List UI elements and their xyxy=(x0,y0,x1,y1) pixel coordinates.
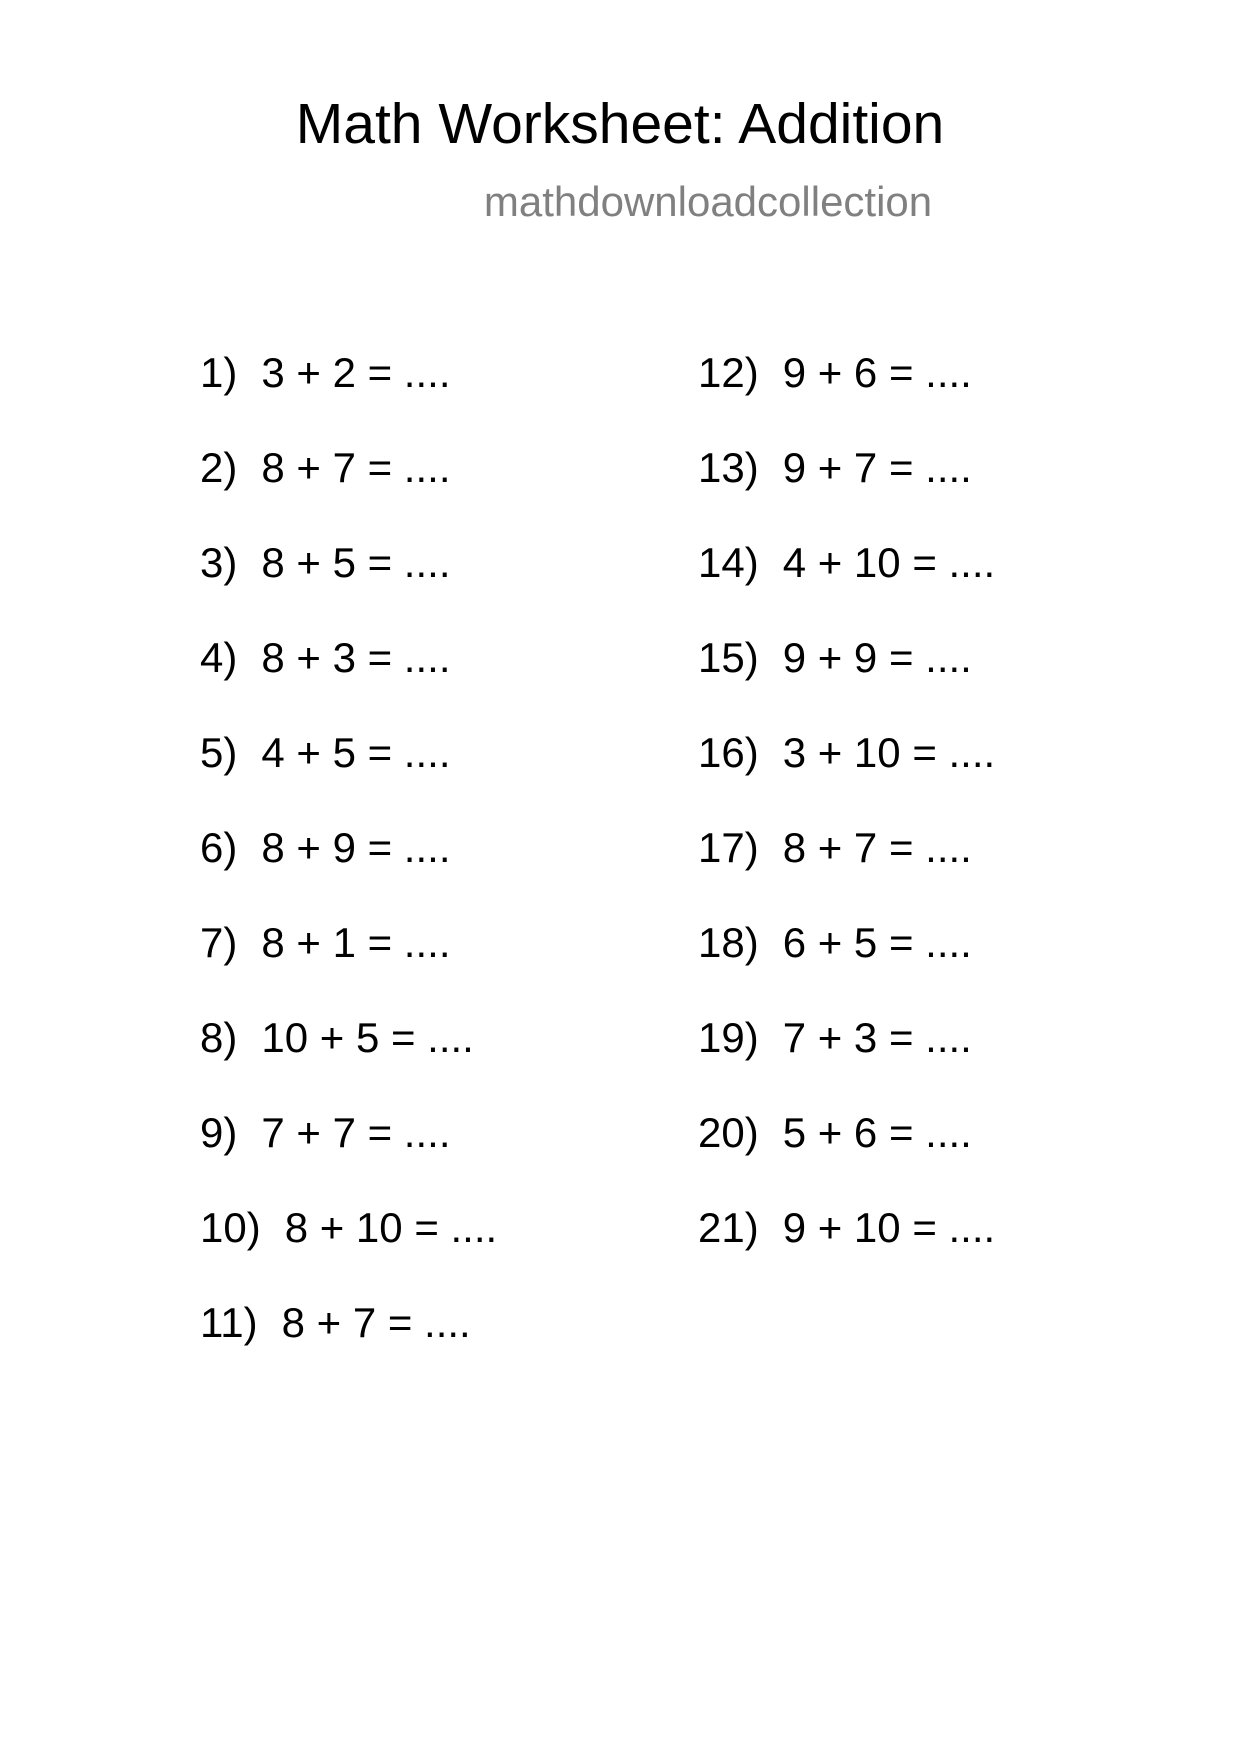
worksheet-subtitle xyxy=(0,178,1240,225)
problem-expression: 10 + 5 = .... xyxy=(261,1014,474,1061)
worksheet-subtitle-text: mathdownloadcollection xyxy=(483,178,933,225)
problem-item xyxy=(200,1014,497,1112)
problem-item xyxy=(698,634,995,732)
problem-number: 13) xyxy=(698,444,759,491)
problem-number: 12) xyxy=(698,349,759,396)
problem-number: 6) xyxy=(200,824,238,871)
problem-item xyxy=(698,539,996,637)
problem-expression: 9 + 7 = .... xyxy=(782,444,972,491)
problem-expression: 8 + 5 = .... xyxy=(261,539,451,586)
problem-item xyxy=(200,444,497,542)
problem-expression: 3 + 10 = .... xyxy=(782,729,996,776)
problem-expression: 8 + 3 = .... xyxy=(261,634,451,681)
problem-expression: 4 + 5 = .... xyxy=(261,729,451,776)
problem-number: 1) xyxy=(200,349,238,396)
problem-number: 11) xyxy=(200,1299,258,1346)
problem-number: 20) xyxy=(698,1109,759,1156)
problem-item xyxy=(698,1109,995,1207)
problem-item xyxy=(698,824,995,922)
problem-item xyxy=(200,729,497,827)
problem-column-left xyxy=(200,349,498,1397)
problem-expression: 7 + 7 = .... xyxy=(261,1109,451,1156)
problem-item xyxy=(698,729,996,827)
problem-expression: 8 + 9 = .... xyxy=(261,824,451,871)
problem-expression: 5 + 6 = .... xyxy=(782,1109,972,1156)
problem-number: 21) xyxy=(698,1204,759,1251)
problem-number: 4) xyxy=(200,634,238,681)
problem-number: 14) xyxy=(698,539,759,586)
problem-item xyxy=(200,634,497,732)
problem-number: 8) xyxy=(200,1014,238,1061)
problem-expression: 4 + 10 = .... xyxy=(782,539,996,586)
problem-item xyxy=(698,919,995,1017)
problem-number: 18) xyxy=(698,919,759,966)
problem-expression: 6 + 5 = .... xyxy=(782,919,972,966)
problem-expression: 9 + 9 = .... xyxy=(782,634,972,681)
problem-expression: 9 + 10 = .... xyxy=(782,1204,996,1251)
problem-number: 10) xyxy=(200,1204,261,1251)
problem-item xyxy=(698,1014,995,1112)
worksheet-title-text: Math Worksheet: Addition xyxy=(295,92,945,156)
problem-number: 5) xyxy=(200,729,238,776)
problem-number: 7) xyxy=(200,919,238,966)
problem-item xyxy=(200,1299,497,1397)
problem-expression: 8 + 7 = .... xyxy=(782,824,972,871)
problem-number: 15) xyxy=(698,634,759,681)
problem-number: 2) xyxy=(200,444,238,491)
problem-expression: 9 + 6 = .... xyxy=(782,349,972,396)
problem-expression: 7 + 3 = .... xyxy=(782,1014,972,1061)
problem-expression: 8 + 1 = .... xyxy=(261,919,451,966)
problem-number: 9) xyxy=(200,1109,238,1156)
problem-number: 17) xyxy=(698,824,759,871)
worksheet-title xyxy=(0,92,1240,156)
problem-item xyxy=(200,1204,498,1302)
problem-number: 3) xyxy=(200,539,238,586)
problem-item xyxy=(200,1109,497,1207)
problem-item xyxy=(200,539,497,637)
problem-item xyxy=(200,919,497,1017)
problem-item xyxy=(698,1204,996,1302)
problem-expression: 8 + 10 = .... xyxy=(284,1204,498,1251)
problem-item xyxy=(200,349,497,447)
problem-number: 16) xyxy=(698,729,759,776)
problem-item xyxy=(698,349,995,447)
problem-number: 19) xyxy=(698,1014,759,1061)
problem-column-right xyxy=(698,349,996,1302)
problem-item xyxy=(200,824,497,922)
problem-item xyxy=(698,444,995,542)
problem-expression: 8 + 7 = .... xyxy=(261,444,451,491)
problem-expression: 3 + 2 = .... xyxy=(261,349,451,396)
problem-expression: 8 + 7 = .... xyxy=(281,1299,471,1346)
